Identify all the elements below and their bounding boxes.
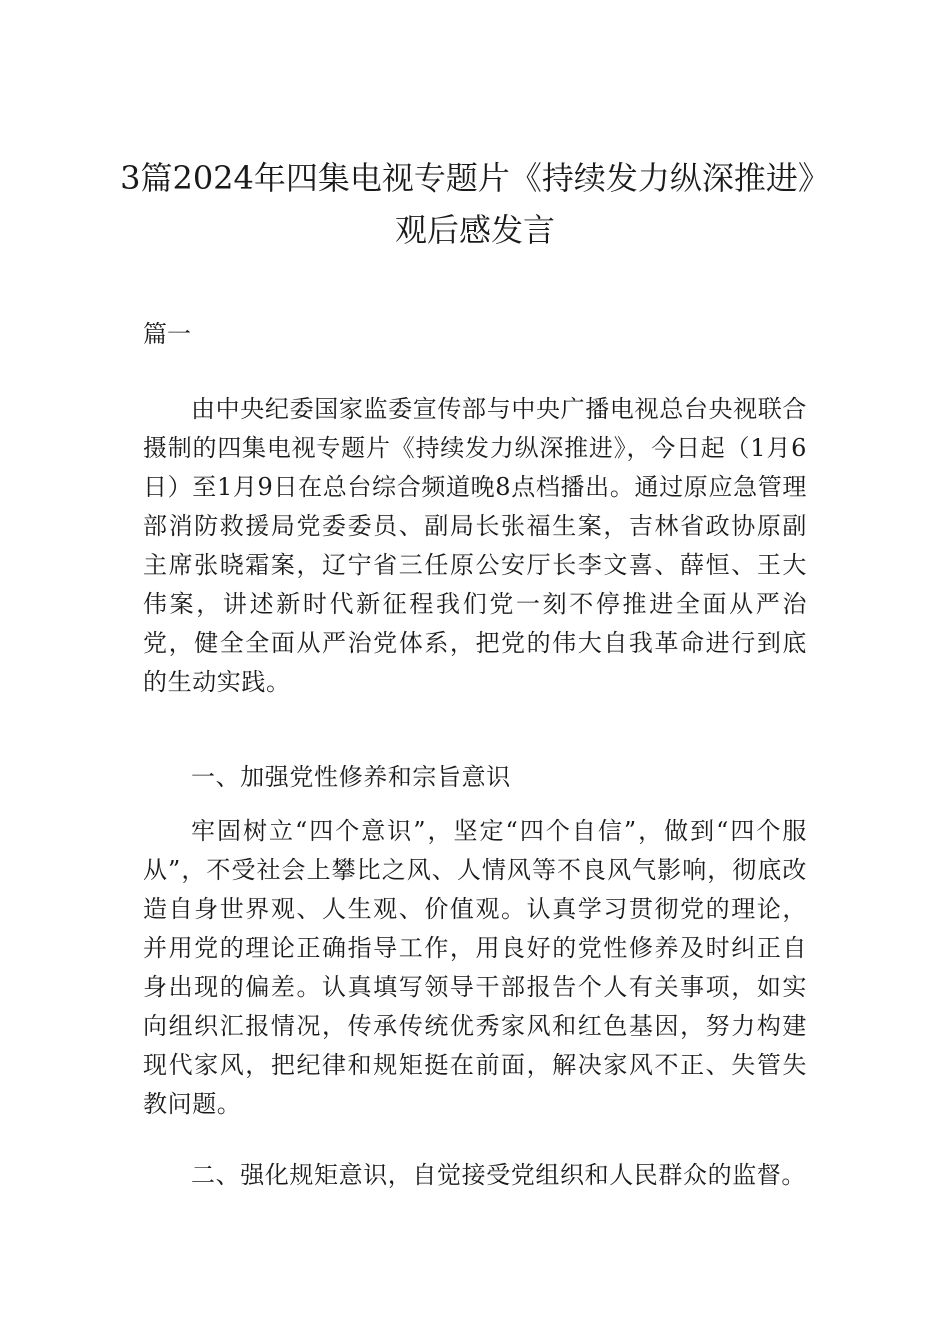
body-paragraph-1: 牢固树立“四个意识”，坚定“四个自信”，做到“四个服从”，不受社会上攀比之风、人情风等不良风气影响，彻底改造自身世界观、人生观、价值观。认真学习贯彻党的理论，并用党的理论正确指导工作，用良好的党性修养及时纠正自身出现的偏差。认真填写领导干部报告个人有关事项，如实向组织汇报情况，传承传统优秀家风和红色基因，努力构建现代家风，把纪律和规矩挺在前面，解决家风不正、失管失教问题。: [143, 817, 807, 1118]
intro-paragraph: 由中央纪委国家监委宣传部与中央广播电视总台央视联合摄制的四集电视专题片《持续发力纵深推进》，今日起（1月6日）至1月9日在总台综合频道晚8点档播出。通过原应急管理部消防救援局党委委员、副局长张福生案，吉林省政协原副主席张晓霜案，辽宁省三任原公安厅长李文喜、薛恒、王大伟案，讲述新时代新征程我们党一刻不停推进全面从严治党，健全全面从严治党体系，把党的伟大自我革命进行到底的生动实践。: [143, 395, 807, 696]
section-heading-2: 二、强化规矩意识，自觉接受党组织和人民群众的监督。: [191, 1161, 806, 1189]
section-label: 篇一: [143, 320, 191, 348]
document-title: 3篇2024年四集电视专题片《持续发力纵深推进》观后感发言: [120, 159, 830, 249]
section-heading-1: 一、加强党性修养和宗旨意识: [191, 763, 511, 791]
